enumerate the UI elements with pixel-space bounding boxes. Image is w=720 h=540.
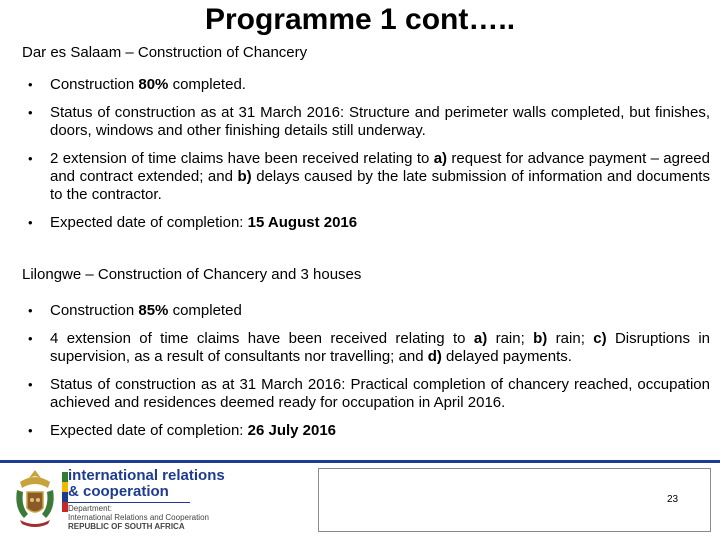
bullet-item: [22, 214, 710, 232]
bullet-dot: •: [28, 151, 33, 166]
page-number: 23: [667, 494, 679, 505]
bullet-item: [22, 376, 710, 412]
org-name-underline: [68, 502, 190, 503]
bullet-item: [22, 330, 710, 366]
bullet-text: Construction 85% completed: [50, 302, 242, 319]
bullet-text: 2 extension of time claims have been received relating to a) request for advance payment – agreed and contract extended; and b) delays caused by the late submission of information and documents to the contractor.: [50, 150, 710, 203]
org-name-line1: international relations: [68, 467, 225, 484]
bullet-text: Expected date of completion: 15 August 2016: [50, 214, 358, 231]
bullet-item: [22, 150, 710, 204]
bullet-item: [22, 76, 710, 94]
footer-frame: [318, 468, 711, 532]
bullet-dot: •: [28, 331, 33, 346]
bullet-dot: •: [28, 77, 33, 92]
bullet-dot: •: [28, 377, 33, 392]
bullet-text: Construction 80% completed.: [50, 76, 246, 93]
bullet-text: Expected date of completion: 26 July 2016: [50, 422, 337, 439]
bullet-text: Status of construction as at 31 March 2016: Structure and perimeter walls completed, but finishes, doors, windows and other finishing details still underway.: [50, 104, 710, 139]
org-name-line2: & cooperation: [68, 483, 169, 500]
bullet-list-dar-es-salaam: [22, 76, 710, 242]
bullet-dot: •: [28, 423, 33, 438]
bullet-dot: •: [28, 303, 33, 318]
footer-divider: [0, 460, 720, 463]
bullet-item: [22, 104, 710, 140]
slide-title: Programme 1 cont…..: [204, 3, 516, 36]
bullet-item: [22, 302, 710, 320]
bullet-text: Status of construction as at 31 March 2016: Practical completion of chancery reached, occupation achieved and residences deemed ready for occupation in April 2016.: [50, 376, 710, 411]
bullet-text: 4 extension of time claims have been received relating to a) rain; b) rain; c) Disruptions in supervision, as a result of consultants nor travelling; and d) delayed payments.: [50, 330, 711, 365]
section-heading-lilongwe: Lilongwe – Construction of Chancery and 3 houses: [22, 266, 362, 283]
organisation-name: [68, 468, 225, 500]
section-heading-dar-es-salaam: Dar es Salaam – Construction of Chancery: [22, 44, 308, 61]
coat-of-arms-icon: [12, 468, 58, 530]
bullet-item: [22, 422, 710, 440]
dept-line2: International Relations and Cooperation: [68, 513, 209, 522]
dept-line3: REPUBLIC OF SOUTH AFRICA: [68, 522, 185, 531]
bullet-list-lilongwe: [22, 302, 710, 450]
dept-line1: Department:: [68, 504, 113, 513]
department-label: [68, 504, 209, 531]
bullet-dot: •: [28, 215, 33, 230]
bullet-dot: •: [28, 105, 33, 120]
